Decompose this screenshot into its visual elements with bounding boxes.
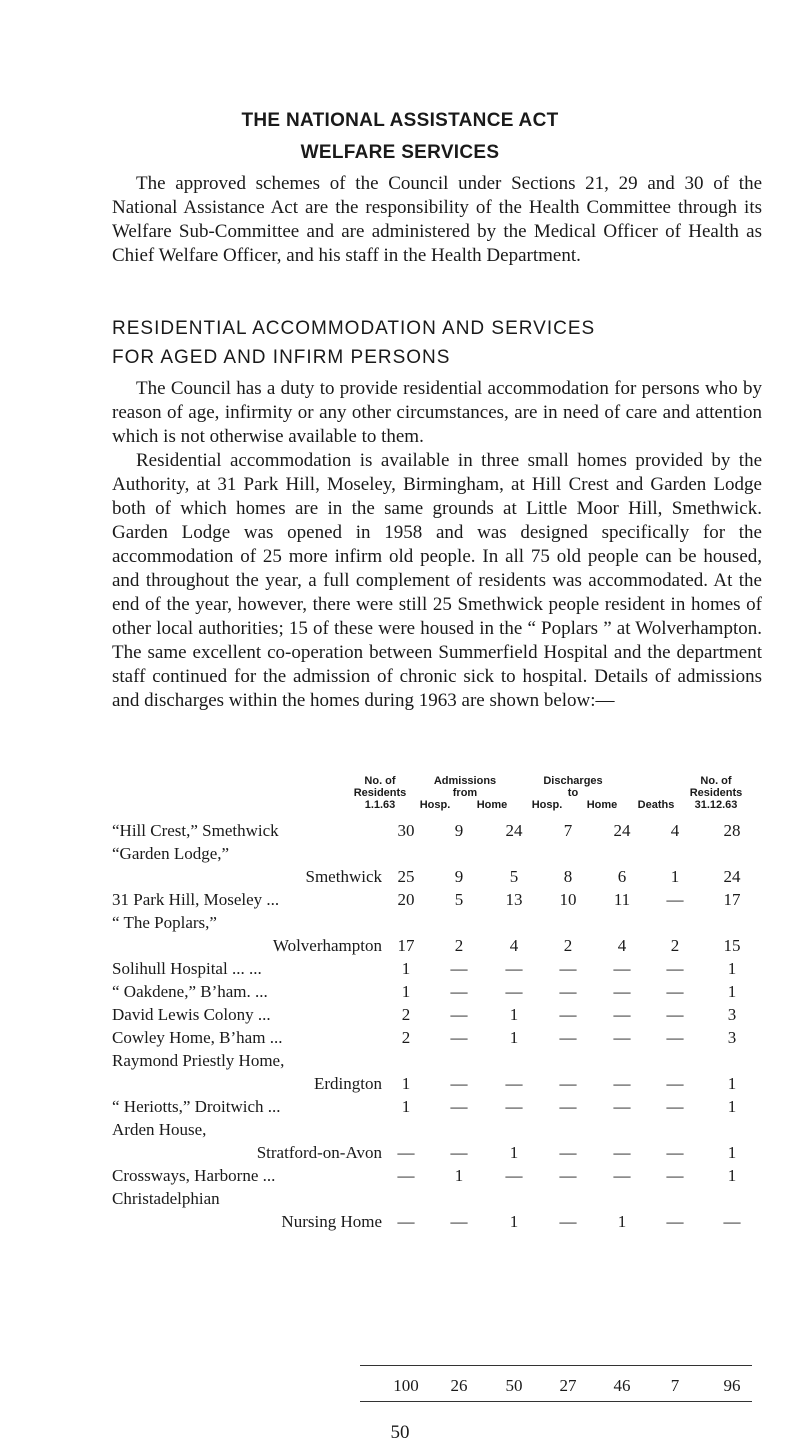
page-number: 50	[390, 1422, 410, 1443]
table-cell: —	[505, 1074, 523, 1093]
totals-bottom-rule	[360, 1401, 752, 1402]
total-cell: 26	[450, 1376, 468, 1395]
table-cell: 13	[505, 890, 523, 909]
table-cell: —	[666, 1097, 684, 1116]
table-cell: —	[450, 1212, 468, 1231]
intro-paragraph: The approved schemes of the Council under Sections 21, 29 and 30 of the National Assistance Act are the responsibility of the Health Committee through its Welfare Sub-Committee and are administered by the Medical Officer of Health as Chief Welfare Officer, and his staff in the Health Department.	[112, 173, 762, 266]
table-row-label	[112, 841, 762, 864]
table-cell: 1	[401, 982, 411, 1001]
table-cell: 2	[401, 1005, 411, 1024]
table-cell: 5	[454, 890, 464, 909]
table-cell: 1	[727, 959, 737, 978]
table-cell: 5	[509, 867, 519, 886]
row-name-line-1: “ The Poplars,”	[112, 913, 217, 932]
table-cell: —	[613, 1097, 631, 1116]
col-header-discharges: Discharges to	[543, 775, 603, 799]
table-cell: —	[666, 1028, 684, 1047]
table-row-label	[112, 1186, 762, 1209]
table-cell: —	[559, 1074, 577, 1093]
table-cell: 25	[397, 867, 415, 886]
table-cell: 1	[727, 982, 737, 1001]
table-cell: —	[666, 1005, 684, 1024]
section-heading-line-1: RESIDENTIAL ACCOMMODATION AND SERVICES	[112, 318, 596, 339]
table-cell: —	[559, 1005, 577, 1024]
table-cell: —	[559, 982, 577, 1001]
duty-paragraph: The Council has a duty to provide residential accommodation for persons who by reason of age, infirmity or any other circumstances, are in need of care and attention which is not otherwise available to them.	[112, 378, 762, 447]
table-cell: —	[613, 1166, 631, 1185]
table-cell: 1	[401, 1074, 411, 1093]
table-cell: —	[613, 1005, 631, 1024]
table-cell: 2	[454, 936, 464, 955]
table-cell: —	[505, 1097, 523, 1116]
row-name	[112, 1071, 382, 1094]
table-cell: —	[666, 1166, 684, 1185]
table-cell: 8	[563, 867, 573, 886]
table-cell: 4	[509, 936, 519, 955]
row-name	[112, 1094, 382, 1117]
row-name	[112, 887, 382, 910]
col-header-deaths: Deaths	[637, 799, 675, 811]
table-cell: —	[666, 890, 684, 909]
row-name-text: Erdington	[314, 1074, 382, 1093]
table-cell: 1	[509, 1005, 519, 1024]
table-row	[112, 979, 762, 1002]
total-cell: 7	[670, 1376, 680, 1395]
row-name-line-1: Raymond Priestly Home,	[112, 1051, 285, 1070]
table-cell: —	[397, 1166, 415, 1185]
table-cell: 4	[617, 936, 627, 955]
row-name	[112, 1163, 382, 1186]
table-row-label	[112, 910, 762, 933]
table-cell: —	[450, 1143, 468, 1162]
row-name	[112, 979, 382, 1002]
table-row	[112, 1140, 762, 1163]
table-cell: —	[666, 1212, 684, 1231]
table-cell: —	[666, 982, 684, 1001]
table-cell: 11	[613, 890, 631, 909]
table-row	[112, 887, 762, 910]
row-name	[112, 956, 382, 979]
total-cell: 50	[505, 1376, 523, 1395]
admissions-table	[112, 818, 762, 1232]
table-cell: 1	[509, 1143, 519, 1162]
table-cell: —	[723, 1212, 741, 1231]
table-cell: —	[613, 1028, 631, 1047]
row-name	[112, 1209, 382, 1232]
table-row	[112, 1025, 762, 1048]
col-header-dis-home: Home	[586, 799, 618, 811]
table-cell: —	[666, 959, 684, 978]
page-title: THE NATIONAL ASSISTANCE ACT	[241, 110, 559, 131]
row-name-text: David Lewis Colony ...	[112, 1005, 271, 1024]
table-cell: —	[666, 1074, 684, 1093]
table-row	[112, 1094, 762, 1117]
table-cell: —	[450, 959, 468, 978]
row-name-line-1: Arden House,	[112, 1120, 207, 1139]
table-cell: 30	[397, 821, 415, 840]
table-row	[112, 1163, 762, 1186]
table-cell: —	[559, 1166, 577, 1185]
table-cell: —	[397, 1143, 415, 1162]
table-cell: 1	[401, 959, 411, 978]
table-cell: 1	[670, 867, 680, 886]
table-cell: 2	[563, 936, 573, 955]
table-cell: 24	[723, 867, 741, 886]
table-cell: —	[613, 1074, 631, 1093]
table-cell: —	[450, 1074, 468, 1093]
col-header-adm-hosp: Hosp.	[419, 799, 451, 811]
table-row	[112, 933, 762, 956]
table-cell: 3	[727, 1005, 737, 1024]
col-header-residents-end: No. of Residents 31.12.63	[689, 775, 743, 811]
total-cell: 96	[723, 1376, 741, 1395]
table-row	[112, 956, 762, 979]
table-row-label	[112, 1117, 762, 1140]
accommodation-paragraph: Residential accommodation is available in three small homes provided by the Authority, at 31 Park Hill, Moseley, Birmingham, at Hill Crest and Garden Lodge both of which homes are in the same grounds at Little Moor Hill, Smethwick. Garden Lodge was opened in 1958 and was designed specifically for the accommodation of 25 more infirm old people. In all 75 old people can be housed, and throughout the year, a full complement of residents was accommodated. At the end of the year, however, there were still 25 Smethwick people resident in homes of other local authorities; 15 of these were housed in the “ Poplars ” at Wolverhampton. The same excellent co-operation between Summerfield Hospital and the department staff continued for the admission of chronic sick to hospital. Details of admissions and discharges within the homes during 1963 are shown below:—	[112, 450, 762, 711]
table-cell: 7	[563, 821, 573, 840]
row-name-text: Solihull Hospital ... ...	[112, 959, 262, 978]
table-cell: 2	[670, 936, 680, 955]
row-name	[112, 1025, 382, 1048]
table-cell: 4	[670, 821, 680, 840]
table-row-label	[112, 1048, 762, 1071]
table-row	[112, 864, 762, 887]
table-cell: 28	[723, 821, 741, 840]
row-name	[112, 933, 382, 956]
table-cell: —	[613, 982, 631, 1001]
row-name	[112, 864, 382, 887]
table-cell: 24	[505, 821, 523, 840]
table-cell: —	[666, 1143, 684, 1162]
table-cell: 1	[617, 1212, 627, 1231]
table-cell: —	[450, 1005, 468, 1024]
table-cell: —	[505, 959, 523, 978]
page-subtitle: WELFARE SERVICES	[300, 142, 500, 163]
table-row	[112, 1002, 762, 1025]
total-cell: 46	[613, 1376, 631, 1395]
table-cell: 1	[509, 1212, 519, 1231]
row-name	[112, 1140, 382, 1163]
table-cell: —	[559, 959, 577, 978]
row-name-text: “Hill Crest,” Smethwick	[112, 821, 279, 840]
table-cell: —	[613, 959, 631, 978]
totals-top-rule	[360, 1365, 752, 1366]
col-header-admissions: Admissions from	[433, 775, 497, 799]
table-cell: 1	[401, 1097, 411, 1116]
table-cell: 1	[727, 1166, 737, 1185]
table-cell: 17	[723, 890, 741, 909]
total-cell: 100	[393, 1376, 419, 1395]
table-cell: 1	[509, 1028, 519, 1047]
table-cell: 9	[454, 867, 464, 886]
table-cell: —	[450, 1097, 468, 1116]
table-cell: —	[559, 1028, 577, 1047]
row-name-text: Wolverhampton	[272, 936, 382, 955]
row-name-text: “ Heriotts,” Droitwich ...	[112, 1097, 281, 1116]
table-cell: 3	[727, 1028, 737, 1047]
col-header-dis-hosp: Hosp.	[531, 799, 563, 811]
table-cell: 15	[723, 936, 741, 955]
table-cell: 24	[613, 821, 631, 840]
table-row	[112, 1071, 762, 1094]
table-cell: 1	[727, 1097, 737, 1116]
row-name-line-1: Christadelphian	[112, 1189, 220, 1208]
table-row	[112, 818, 762, 841]
table-cell: 1	[727, 1074, 737, 1093]
table-cell: —	[559, 1212, 577, 1231]
total-cell: 27	[559, 1376, 577, 1395]
table-cell: —	[559, 1143, 577, 1162]
table-cell: 10	[559, 890, 577, 909]
table-cell: 1	[727, 1143, 737, 1162]
row-name-text: Stratford-on-Avon	[256, 1143, 382, 1162]
row-name-text: 31 Park Hill, Moseley ...	[112, 890, 280, 909]
table-cell: 9	[454, 821, 464, 840]
table-cell: —	[559, 1097, 577, 1116]
table-row	[112, 1209, 762, 1232]
table-cell: —	[613, 1143, 631, 1162]
table-cell: 2	[401, 1028, 411, 1047]
table-cell: 20	[397, 890, 415, 909]
row-name-text: Smethwick	[305, 867, 382, 886]
col-header-adm-home: Home	[476, 799, 508, 811]
row-name	[112, 818, 382, 841]
row-name-text: Crossways, Harborne ...	[112, 1166, 276, 1185]
row-name-line-1: “Garden Lodge,”	[112, 844, 230, 863]
table-cell: —	[505, 1166, 523, 1185]
row-name-text: Nursing Home	[281, 1212, 382, 1231]
table-cell: 6	[617, 867, 627, 886]
row-name-text: “ Oakdene,” B’ham. ...	[112, 982, 268, 1001]
table-cell: 17	[397, 936, 415, 955]
table-cell: —	[450, 982, 468, 1001]
row-name-text: Cowley Home, B’ham ...	[112, 1028, 283, 1047]
col-header-residents-start: No. of Residents 1.1.63	[353, 775, 407, 811]
table-cell: 1	[454, 1166, 464, 1185]
section-heading-line-2: FOR AGED AND INFIRM PERSONS	[112, 347, 451, 368]
table-cell: —	[397, 1212, 415, 1231]
row-name	[112, 1002, 382, 1025]
table-cell: —	[505, 982, 523, 1001]
table-cell: —	[450, 1028, 468, 1047]
